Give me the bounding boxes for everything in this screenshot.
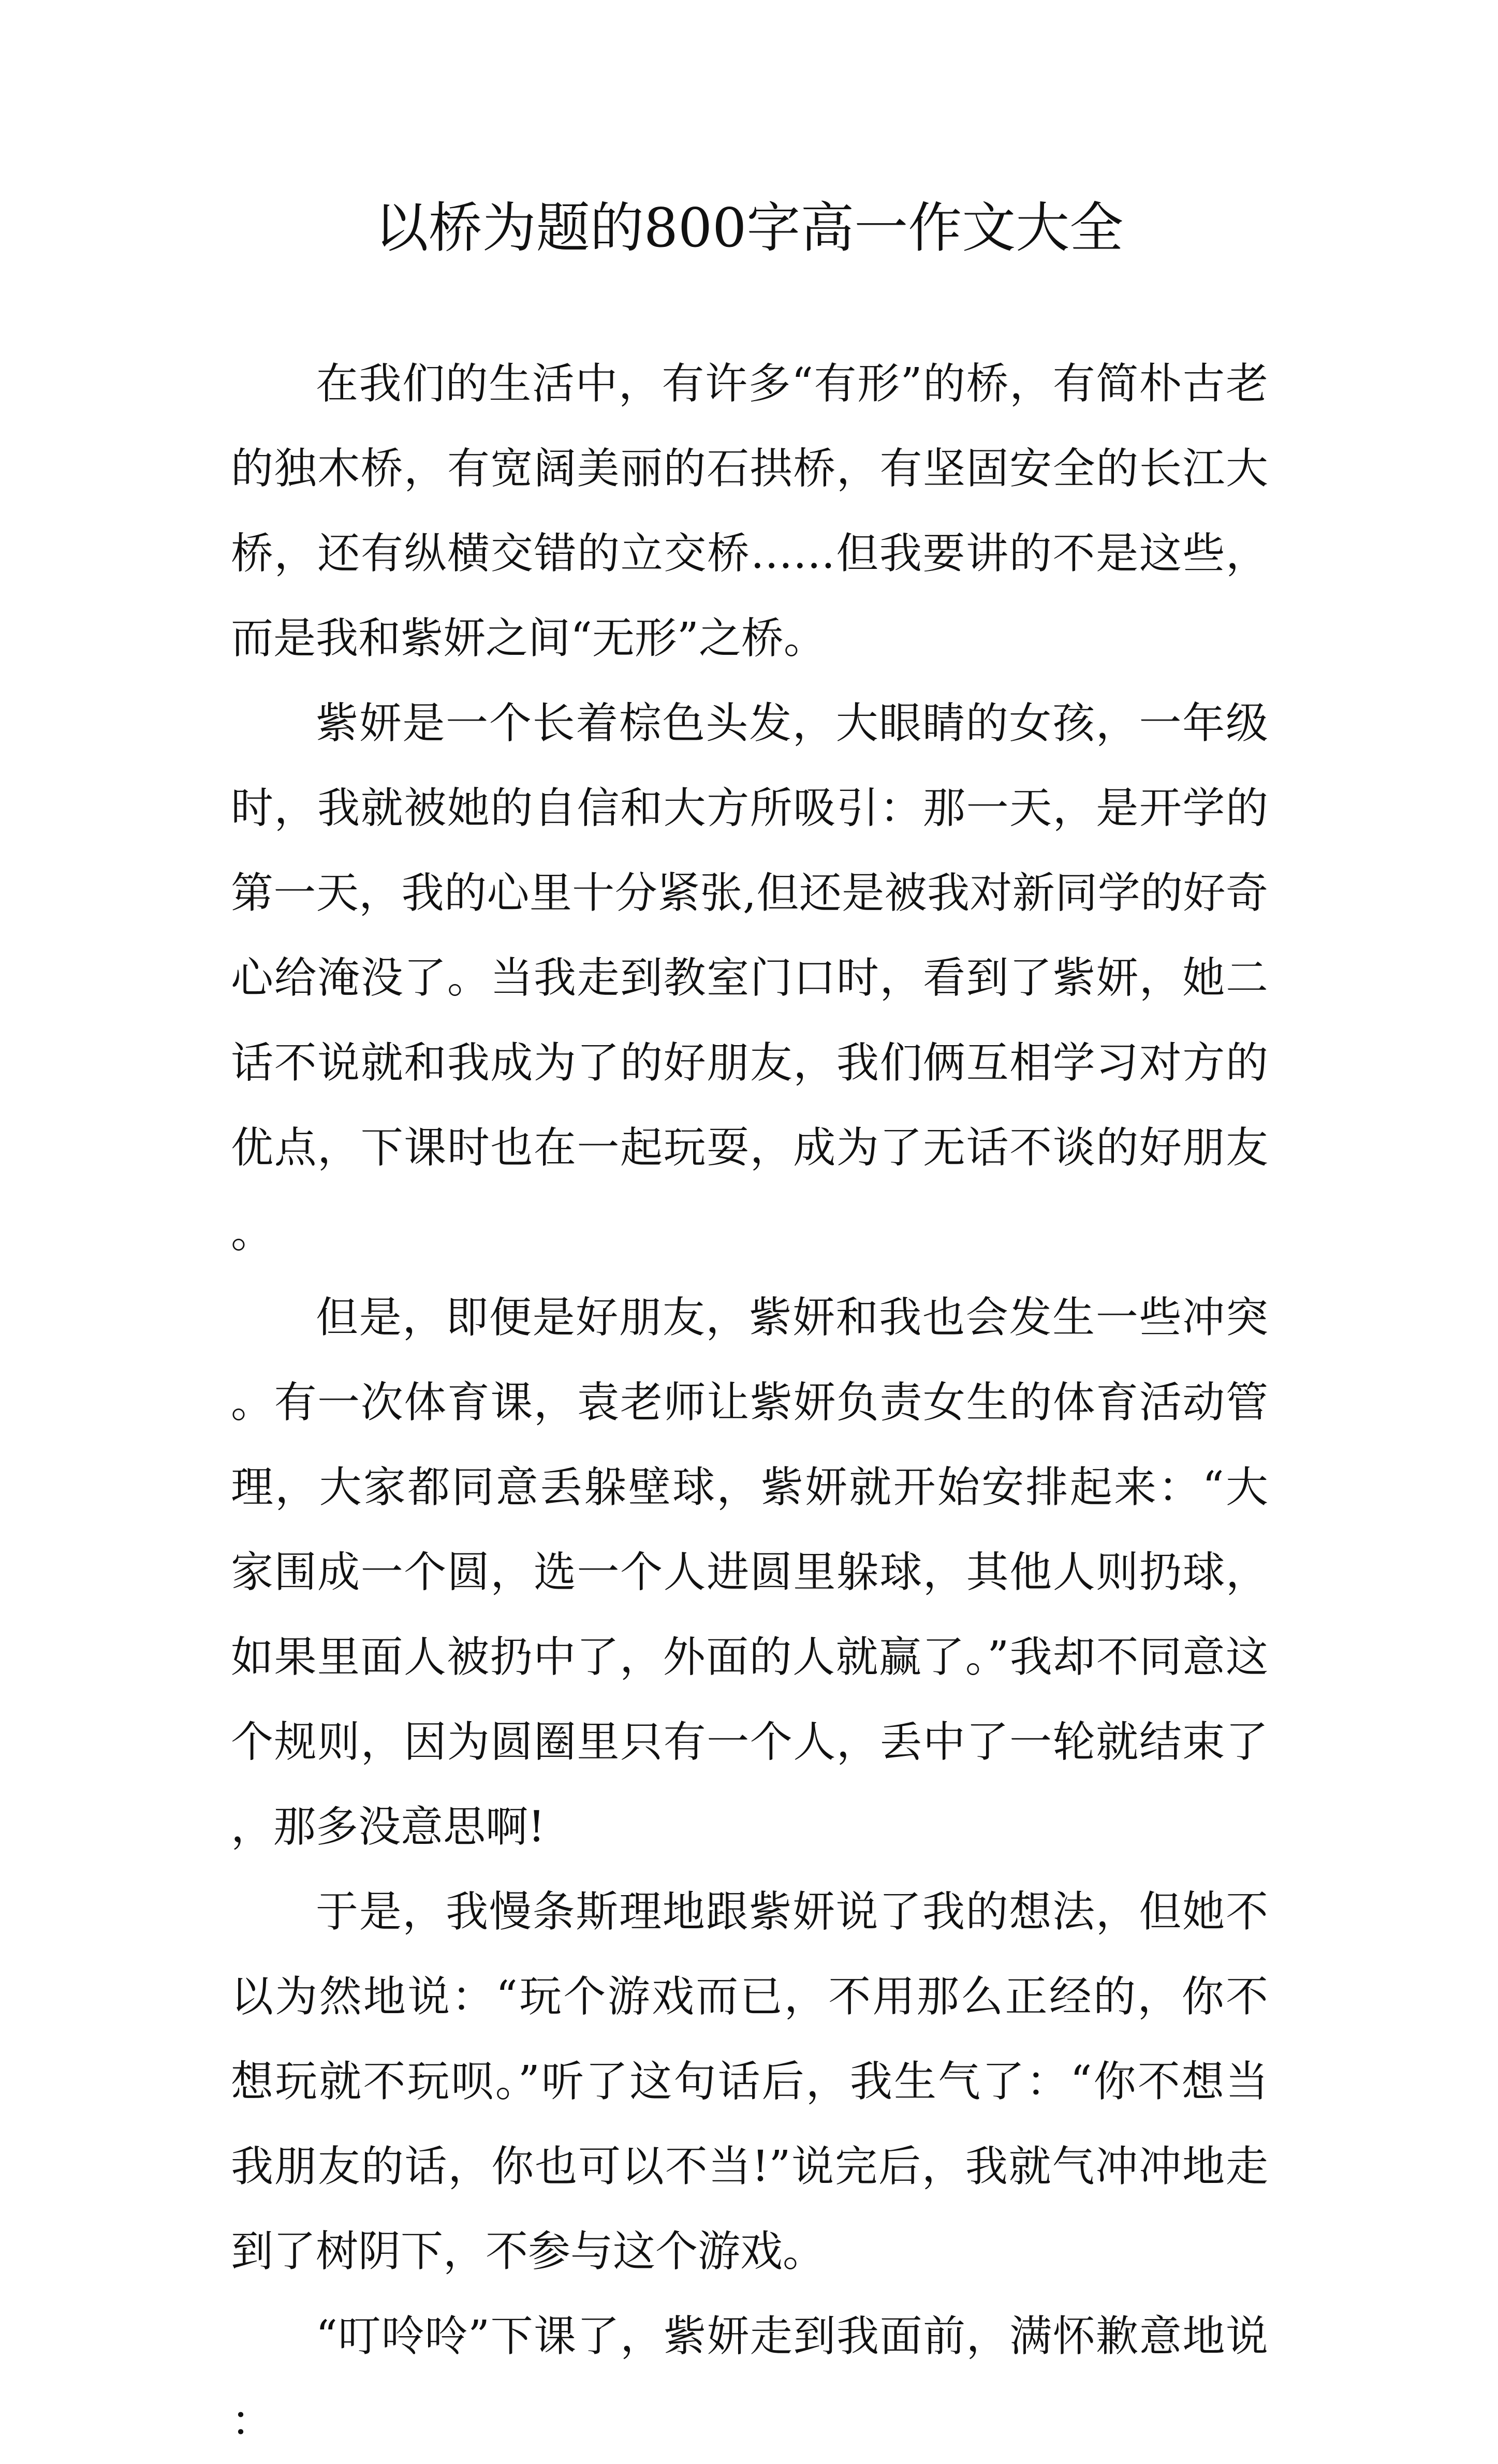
paragraph: 紫妍是一个长着棕色头发，大眼睛的女孩，一年级时，我就被她的自信和大方所吸引：那一天，是开学的第一天，我的心里十分紧张,但还是被我对新同学的好奇心给淹没了。当我走到教室门口时，看到了紫妍，她二话不说就和我成为了的好朋友，我们俩互相学习对方的优点，下课时也在一起玩耍，成为了无话不谈的好朋友。 [231,699,1268,1257]
paragraph: 但是，即便是好朋友，紫妍和我也会发生一些冲突。有一次体育课，袁老师让紫妍负责女生的体育活动管理，大家都同意丢躲壁球，紫妍就开始安排起来：“大家围成一个圆，选一个人进圆里躲球，其他人则扔球，如果里面人被扔中了，外面的人就赢了。”我却不同意这个规则，因为圆圈里只有一个人，丢中了一轮就结束了，那多没意思啊! [231,1293,1268,1852]
paragraph: 在我们的生活中，有许多“有形”的桥，有简朴古老的独木桥，有宽阔美丽的石拱桥，有坚固安全的长江大桥，还有纵横交错的立交桥……但我要讲的不是这些，而是我和紫妍之间“无形”之桥。 [231,359,1268,663]
document-title: 以桥为题的800字高一作文大全 [374,196,1124,259]
paragraph: 于是，我慢条斯理地跟紫妍说了我的想法，但她不以为然地说：“玩个游戏而已，不用那么正经的，你不想玩就不玩呗。”听了这句话后，我生气了：“你不想当我朋友的话，你也可以不当!”说完后，我就气冲冲地走到了树阴下，不参与这个游戏。 [231,1887,1268,2276]
paragraph: “叮呤呤”下课了，紫妍走到我面前，满怀歉意地说： [231,2312,1268,2446]
document-body [231,342,1268,2464]
